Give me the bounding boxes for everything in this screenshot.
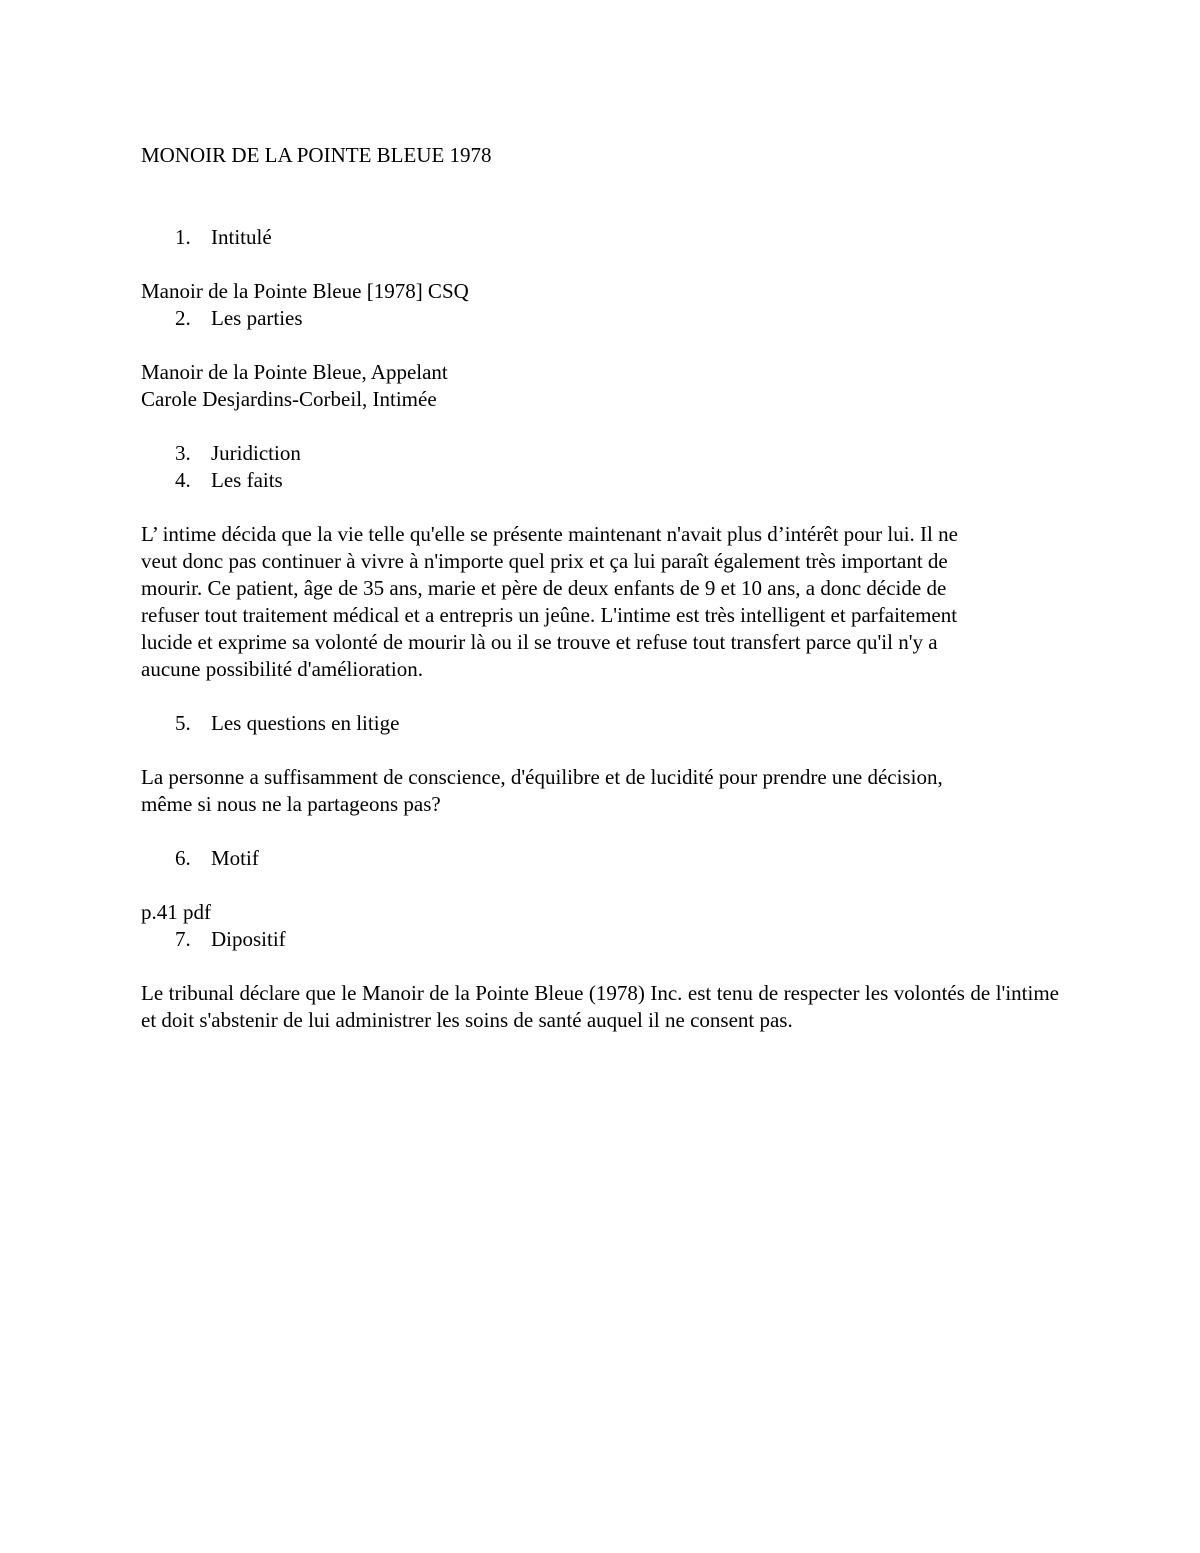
section-heading-parties <box>141 305 1059 332</box>
document-body <box>141 142 1059 1035</box>
litige-line: La personne a suffisamment de conscience, d'équilibre et de lucidité pour prendre une décision, <box>141 765 943 789</box>
intitule-text: Manoir de la Pointe Bleue [1978] CSQ <box>141 279 469 303</box>
section-number: 4. <box>175 468 191 492</box>
faits-line: aucune possibilité d'amélioration. <box>141 657 423 681</box>
section-number: 6. <box>175 846 191 870</box>
section-heading-text: Les questions en litige <box>211 711 400 735</box>
faits-line: mourir. Ce patient, âge de 35 ans, marie et père de deux enfants de 9 et 10 ans, a donc décide de <box>141 576 947 600</box>
faits-paragraph <box>141 521 1059 683</box>
dispositif-paragraph: Le tribunal déclare que le Manoir de la Pointe Bleue (1978) Inc. est tenu de respecter les volontés de l'intime et doit s'abstenir de lui administrer les soins de santé auquel il ne consent pas. <box>141 981 1059 1033</box>
document-title: MONOIR DE LA POINTE BLEUE 1978 <box>141 143 492 167</box>
litige-line: même si nous ne la partageons pas? <box>141 792 441 816</box>
section-heading-text: Motif <box>211 846 259 870</box>
section-heading-text: Les faits <box>211 468 283 492</box>
section-heading-text: Dipositif <box>211 927 286 951</box>
section-heading-intitule <box>141 224 1059 251</box>
section-number: 7. <box>175 927 191 951</box>
section-heading-text: Juridiction <box>211 441 301 465</box>
section-number: 2. <box>175 306 191 330</box>
section-heading-text: Les parties <box>211 306 303 330</box>
section-number: 3. <box>175 441 191 465</box>
party-intimee: Carole Desjardins-Corbeil, Intimée <box>141 387 437 411</box>
motif-text: p.41 pdf <box>141 900 211 924</box>
section-heading-dispositif <box>141 926 1059 953</box>
section-heading-motif <box>141 845 1059 872</box>
section-heading-juridiction <box>141 440 1059 467</box>
faits-line: refuser tout traitement médical et a entrepris un jeûne. L'intime est très intelligent et parfaitement <box>141 603 958 627</box>
section-number: 1. <box>175 225 191 249</box>
faits-line: veut donc pas continuer à vivre à n'importe quel prix et ça lui paraît également très important de <box>141 549 948 573</box>
section-heading-litige <box>141 710 1059 737</box>
section-number: 5. <box>175 711 191 735</box>
section-heading-faits <box>141 467 1059 494</box>
party-appelant: Manoir de la Pointe Bleue, Appelant <box>141 360 448 384</box>
litige-paragraph <box>141 764 1059 818</box>
faits-line: lucide et exprime sa volonté de mourir là ou il se trouve et refuse tout transfert parce qu'il n'y a <box>141 630 938 654</box>
section-heading-text: Intitulé <box>211 225 272 249</box>
faits-line: L’ intime décida que la vie telle qu'elle se présente maintenant n'avait plus d’intérêt pour lui. Il ne <box>141 522 958 546</box>
